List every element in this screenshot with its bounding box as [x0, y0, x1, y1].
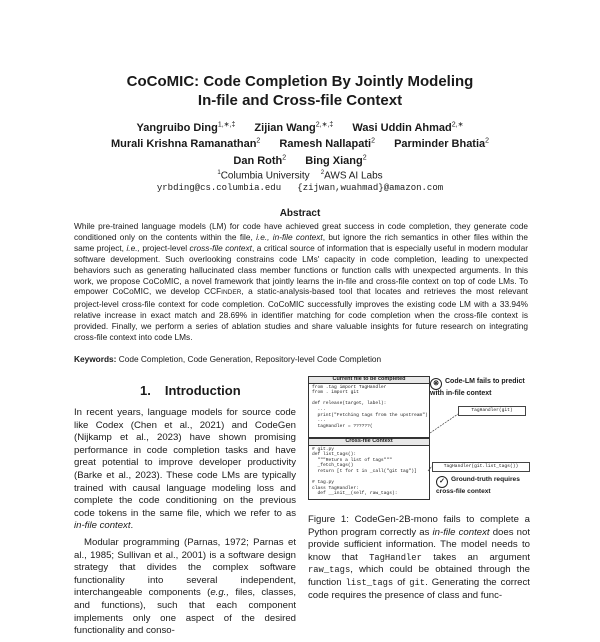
- current-file-header: Current file to be completed: [309, 377, 429, 384]
- title-line-2: In-file and Cross-file Context: [197, 92, 403, 109]
- check-icon: ✓: [436, 476, 448, 488]
- keywords-label: Keywords:: [74, 354, 117, 364]
- affiliations: [60, 167, 540, 195]
- author-row-2: [60, 135, 540, 152]
- arrow-prediction: [430, 414, 458, 433]
- cross-file-code: # git.py def list_tags(): """Return a list of tags""" _fetch_tags() return [t for t in _call("git tag")] # tag.py class TagHandler: def __init__(self, raw_tags):: [312, 446, 417, 497]
- author: Ramesh Nallapati$^2$: [279, 137, 375, 151]
- author: Murali Krishna Ramanathan$^2$: [110, 137, 261, 151]
- author: Zijian Wang$^{2,∗,\ddagger}$: [254, 121, 334, 134]
- intro-paragraph-1: In recent years, language models for source code like Codex (Chen et al., 2021) and CodeGen (Nijkamp et al., 2023) have shown promising performance in code completion tasks and have great potential to improve developer productivity (Barke et al., 2023). These code LMs are typically trained with causal language modeling loss and complete the code conditioning on the previous code tokens in the same file, which we refer to as in-file context.: [74, 407, 296, 532]
- section-heading-introduction: [140, 383, 241, 398]
- section-number: 1.: [140, 383, 151, 398]
- author-list: [60, 118, 540, 168]
- author: Bing Xiang$^2$: [305, 154, 367, 167]
- abstract-heading: Abstract: [279, 208, 321, 219]
- current-file-code-box: [308, 376, 430, 438]
- abstract-text: While pre-trained language models (LM) for code have achieved great success in code completion, they generate code conditioned only on the contents within the file, i.e., in-file context, but ignore the rich semantics in other files within the same project, i.e., project-level cross-file context, a critical source of information that is especially useful in modern modular software development. Such overlooking constrains code LMs' capacity in code completion, leading to unexpected behaviors such as generating hallucinated class member functions or function calls with unexpected arguments. In this work, we propose CoCoMIC, a novel framework that jointly learns the in-file and cross-file context on top of code LMs. To empower CoCoMIC, we develop CCFINDER, a static-analysis-based tool that locates and retrieves the most relevant project-level cross-file context for code completion. CoCoMIC successfully improves the existing code LM with a 33.94% relative increase in exact match and 28.69% in identifier matching for code completion when the cross-file context is provided. Finally, we perform a series of ablation studies and share valuable insights for future research on integrating cross-file context into code LMs.: [74, 221, 529, 343]
- intro-paragraph-2: Modular programming (Parnas, 1972; Parnas et al., 1985; Sullivan et al., 2001) is a software design strategy that divides the complex software functionality into several independent, interchangeable components (e.g., files, classes, and functions), such that each component implements only one aspect of the desired functionality and conso-: [74, 536, 296, 637]
- cross-file-code-box: [308, 438, 430, 500]
- title-line-1: CoCoMIC: Code Completion By Jointly Modeling: [126, 73, 474, 90]
- ground-truth-callout: ✓ Ground-truth requires cross-file context: [436, 476, 520, 495]
- section-title: Introduction: [164, 383, 241, 398]
- author-emails: yrbding@cs.columbia.edu {zijwan,wuahmad}@amazon.com: [156, 183, 444, 194]
- cross-file-header: Cross-file Context: [309, 439, 429, 446]
- keywords: [74, 354, 528, 364]
- author: Yangruibo Ding$^{1,∗,\ddagger}$: [136, 121, 236, 134]
- figure-1: [308, 376, 530, 506]
- fail-icon: ⊗: [430, 378, 442, 390]
- paper-title: [60, 72, 540, 110]
- author: Dan Roth$^2$: [233, 154, 287, 167]
- ground-truth-code: TagHandler(git.list_tags()): [432, 462, 530, 472]
- author-row-1: [60, 118, 540, 135]
- author-row-3: [60, 151, 540, 168]
- fail-callout: ⊗ Code-LM fails to predict with in-file context: [430, 378, 525, 397]
- keywords-list: Code Completion, Code Generation, Repository-level Code Completion: [118, 354, 382, 364]
- model-prediction: TagHandler(git): [458, 406, 526, 416]
- affiliation-line: $^1$Columbia University $^2$AWS AI Labs: [217, 170, 383, 182]
- current-file-code: from .tag import TagHandler from . import git def release(target, label): ... print("Fetching tags from the upstream") ... tagHandler = ??????(: [312, 384, 428, 429]
- introduction-body: [74, 407, 296, 642]
- figure-1-caption: Figure 1: CodeGen-2B-mono fails to complete a Python program correctly as in-file context does not provide sufficient information. The model needs to know that TagHandler takes an argument raw_tags, which could be obtained through the function list_tags of git. Generating the correct code requires the presence of class and func-: [308, 514, 530, 601]
- author: Parminder Bhatia$^2$: [394, 137, 490, 151]
- author: Wasi Uddin Ahmad$^{2,∗}$: [352, 121, 464, 134]
